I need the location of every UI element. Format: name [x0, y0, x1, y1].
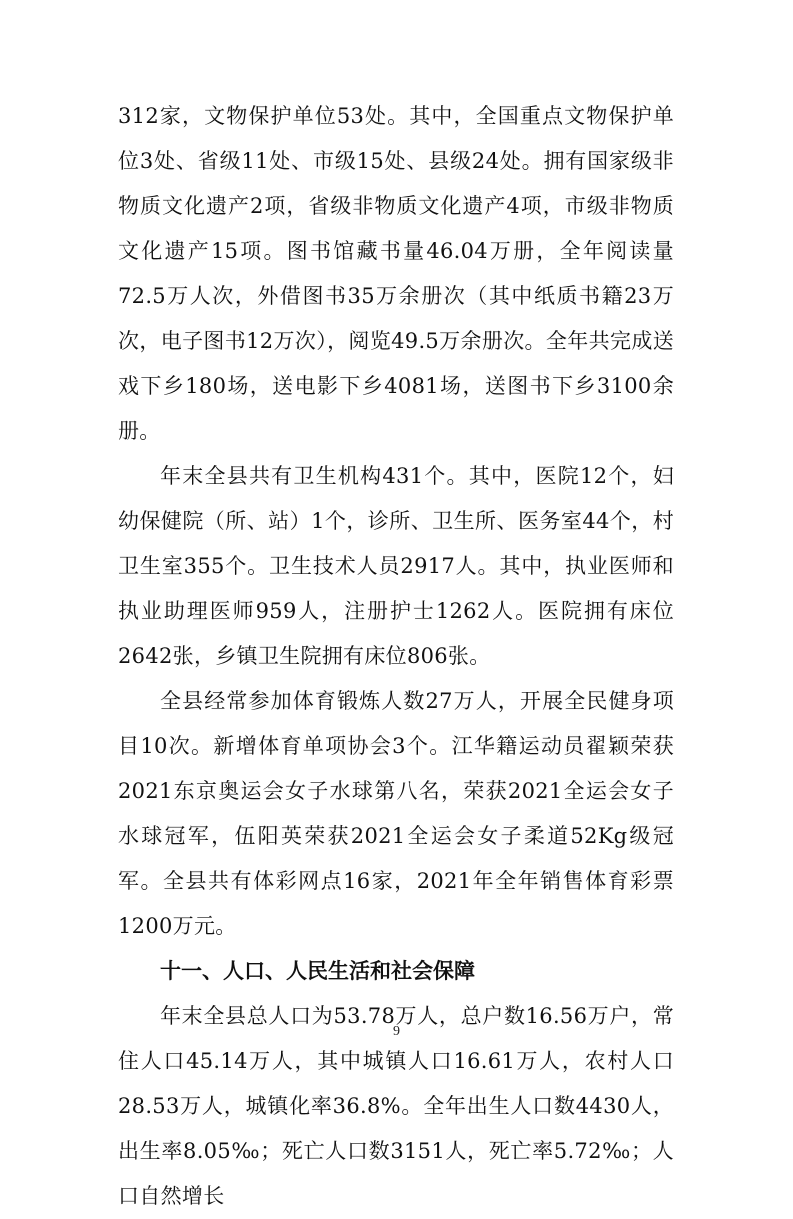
paragraph-sports: 全县经常参加体育锻炼人数27万人，开展全民健身项目10次。新增体育单项协会3个。江华籍运动员翟颖荣获2021东京奥运会女子水球第八名，荣获2021全运会女子水球冠军，伍阳英荣获2021全运会女子柔道52Kg级冠军。全县共有体彩网点16家，2021年全年销售体育彩票1200万元。 [118, 689, 674, 938]
paragraph-population: 年末全县总人口为53.78万人，总户数16.56万户，常住人口45.14万人，其中城镇人口16.61万人，农村人口28.53万人，城镇化率36.8%。全年出生人口数4430人，出生率8.05‰；死亡人口数3151人，死亡率5.72‰；人口自然增长 [118, 1004, 674, 1208]
section-heading: 十一、人口、人民生活和社会保障 [160, 959, 475, 983]
page-number: 9 [393, 1024, 400, 1039]
document-body [118, 94, 674, 1219]
paragraph-health: 年末全县共有卫生机构431个。其中，医院12个，妇幼保健院（所、站）1个，诊所、卫生所、医务室44个，村卫生室355个。卫生技术人员2917人。其中，执业医师和执业助理医师959人，注册护士1262人。医院拥有床位2642张，乡镇卫生院拥有床位806张。 [118, 464, 674, 668]
paragraph-culture: 312家，文物保护单位53处。其中，全国重点文物保护单位3处、省级11处、市级15处、县级24处。拥有国家级非物质文化遗产2项，省级非物质文化遗产4项，市级非物质文化遗产15项。图书馆藏书量46.04万册，全年阅读量72.5万人次，外借图书35万余册次（其中纸质书籍23万次，电子图书12万次），阅览49.5万余册次。全年共完成送戏下乡180场，送电影下乡4081场，送图书下乡3100余册。 [118, 104, 674, 443]
